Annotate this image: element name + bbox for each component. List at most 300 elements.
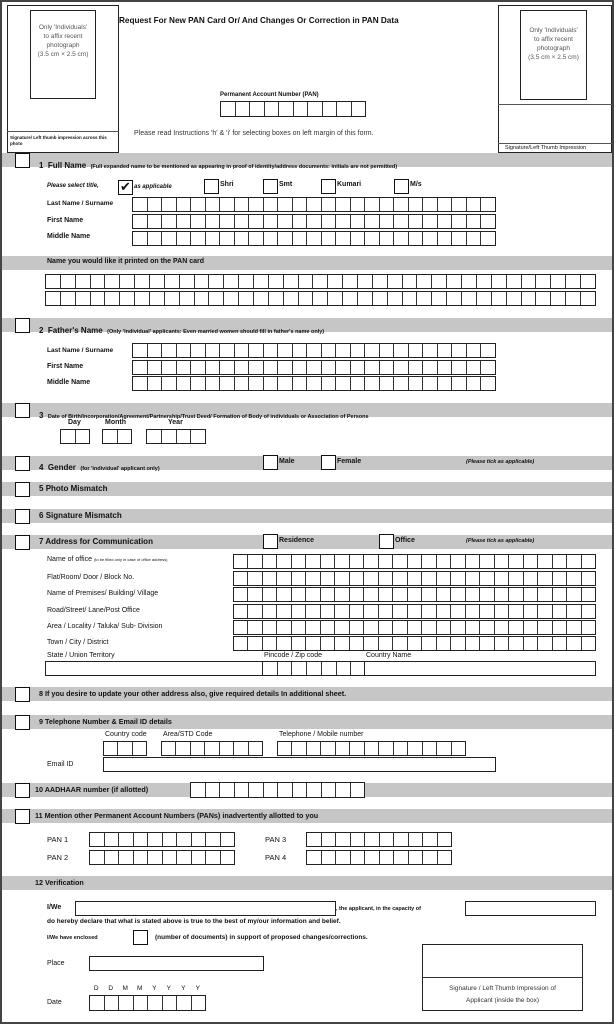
char-cell[interactable]	[388, 292, 403, 305]
char-cell[interactable]	[133, 198, 148, 211]
char-cell[interactable]	[365, 198, 380, 211]
section-7-checkbox[interactable]	[15, 535, 30, 550]
char-cell[interactable]	[452, 215, 467, 228]
char-cell[interactable]	[191, 377, 206, 390]
char-cell[interactable]	[364, 605, 378, 618]
char-cell[interactable]	[437, 588, 451, 601]
char-cell[interactable]	[148, 996, 163, 1010]
char-cell[interactable]	[180, 275, 195, 288]
char-cell[interactable]	[437, 637, 451, 650]
char-cell[interactable]	[119, 851, 134, 864]
char-cell[interactable]	[364, 621, 378, 634]
char-cell[interactable]	[220, 215, 235, 228]
char-cell[interactable]	[452, 232, 467, 245]
char-cell[interactable]	[322, 198, 337, 211]
char-cell[interactable]	[277, 572, 291, 585]
char-cell[interactable]	[206, 215, 221, 228]
char-cell[interactable]	[495, 588, 509, 601]
office-name-input[interactable]	[233, 554, 596, 569]
char-cell[interactable]	[322, 783, 337, 797]
char-cell[interactable]	[307, 742, 321, 755]
char-cell[interactable]	[567, 637, 581, 650]
char-cell[interactable]	[466, 572, 480, 585]
char-cell[interactable]	[90, 851, 105, 864]
char-cell[interactable]	[422, 555, 436, 568]
char-cell[interactable]	[423, 232, 438, 245]
char-cell[interactable]	[409, 198, 424, 211]
char-cell[interactable]	[177, 198, 192, 211]
char-cell[interactable]	[118, 430, 132, 443]
char-cell[interactable]	[350, 742, 364, 755]
char-cell[interactable]	[581, 275, 595, 288]
char-cell[interactable]	[306, 637, 320, 650]
char-cell[interactable]	[481, 377, 495, 390]
char-cell[interactable]	[524, 605, 538, 618]
char-cell[interactable]	[422, 588, 436, 601]
char-cell[interactable]	[46, 275, 61, 288]
char-cell[interactable]	[437, 605, 451, 618]
char-cell[interactable]	[322, 833, 337, 846]
char-cell[interactable]	[336, 377, 351, 390]
char-cell[interactable]	[492, 292, 507, 305]
char-cell[interactable]	[284, 275, 299, 288]
char-cell[interactable]	[279, 102, 294, 116]
char-cell[interactable]	[234, 605, 248, 618]
char-cell[interactable]	[335, 555, 349, 568]
char-cell[interactable]	[481, 361, 495, 374]
char-cell[interactable]	[220, 377, 235, 390]
char-cell[interactable]	[235, 215, 250, 228]
char-cell[interactable]	[553, 605, 567, 618]
char-cell[interactable]	[307, 851, 322, 864]
char-cell[interactable]	[277, 621, 291, 634]
char-cell[interactable]	[423, 742, 437, 755]
char-cell[interactable]	[452, 361, 467, 374]
char-cell[interactable]	[466, 588, 480, 601]
char-cell[interactable]	[254, 292, 269, 305]
char-cell[interactable]	[567, 605, 581, 618]
char-cell[interactable]	[495, 637, 509, 650]
char-cell[interactable]	[409, 833, 424, 846]
char-cell[interactable]	[292, 588, 306, 601]
char-cell[interactable]	[104, 742, 118, 755]
char-cell[interactable]	[582, 605, 595, 618]
char-cell[interactable]	[351, 232, 366, 245]
char-cell[interactable]	[248, 572, 262, 585]
email-input[interactable]	[103, 757, 496, 772]
char-cell[interactable]	[263, 588, 277, 601]
char-cell[interactable]	[553, 637, 567, 650]
char-cell[interactable]	[538, 588, 552, 601]
char-cell[interactable]	[553, 555, 567, 568]
male-checkbox[interactable]	[263, 455, 278, 470]
char-cell[interactable]	[119, 996, 134, 1010]
char-cell[interactable]	[358, 292, 373, 305]
char-cell[interactable]	[437, 555, 451, 568]
char-cell[interactable]	[466, 605, 480, 618]
char-cell[interactable]	[553, 588, 567, 601]
char-cell[interactable]	[335, 588, 349, 601]
char-cell[interactable]	[336, 198, 351, 211]
char-cell[interactable]	[336, 232, 351, 245]
char-cell[interactable]	[480, 588, 494, 601]
char-cell[interactable]	[350, 637, 364, 650]
char-cell[interactable]	[322, 361, 337, 374]
char-cell[interactable]	[191, 783, 206, 797]
char-cell[interactable]	[394, 232, 409, 245]
char-cell[interactable]	[509, 605, 523, 618]
char-cell[interactable]	[509, 588, 523, 601]
char-cell[interactable]	[393, 605, 407, 618]
char-cell[interactable]	[343, 292, 358, 305]
char-cell[interactable]	[249, 361, 264, 374]
title-kumari-checkbox[interactable]	[321, 179, 336, 194]
father-last-name-input[interactable]	[132, 343, 496, 358]
title-checkbox-checked[interactable]	[118, 180, 133, 195]
char-cell[interactable]	[91, 292, 106, 305]
date-input[interactable]	[89, 995, 206, 1011]
char-cell[interactable]	[481, 344, 495, 357]
char-cell[interactable]	[524, 588, 538, 601]
char-cell[interactable]	[422, 572, 436, 585]
char-cell[interactable]	[582, 572, 595, 585]
char-cell[interactable]	[278, 198, 293, 211]
char-cell[interactable]	[566, 292, 581, 305]
char-cell[interactable]	[177, 344, 192, 357]
char-cell[interactable]	[162, 430, 177, 443]
char-cell[interactable]	[480, 637, 494, 650]
char-cell[interactable]	[351, 833, 366, 846]
char-cell[interactable]	[379, 605, 393, 618]
char-cell[interactable]	[480, 605, 494, 618]
char-cell[interactable]	[162, 742, 176, 755]
char-cell[interactable]	[394, 742, 408, 755]
char-cell[interactable]	[76, 275, 91, 288]
char-cell[interactable]	[335, 621, 349, 634]
char-cell[interactable]	[417, 275, 432, 288]
char-cell[interactable]	[134, 851, 149, 864]
char-cell[interactable]	[567, 572, 581, 585]
char-cell[interactable]	[409, 361, 424, 374]
char-cell[interactable]	[365, 742, 379, 755]
title-ms-checkbox[interactable]	[394, 179, 409, 194]
char-cell[interactable]	[177, 215, 192, 228]
char-cell[interactable]	[322, 851, 337, 864]
char-cell[interactable]	[307, 783, 322, 797]
char-cell[interactable]	[206, 377, 221, 390]
char-cell[interactable]	[522, 275, 537, 288]
char-cell[interactable]	[148, 833, 163, 846]
char-cell[interactable]	[293, 361, 308, 374]
char-cell[interactable]	[292, 621, 306, 634]
char-cell[interactable]	[239, 275, 254, 288]
char-cell[interactable]	[393, 588, 407, 601]
char-cell[interactable]	[192, 996, 206, 1010]
char-cell[interactable]	[133, 742, 146, 755]
char-cell[interactable]	[379, 637, 393, 650]
char-cell[interactable]	[322, 344, 337, 357]
char-cell[interactable]	[350, 572, 364, 585]
char-cell[interactable]	[148, 232, 163, 245]
char-cell[interactable]	[313, 275, 328, 288]
char-cell[interactable]	[220, 232, 235, 245]
char-cell[interactable]	[249, 742, 262, 755]
char-cell[interactable]	[480, 572, 494, 585]
char-cell[interactable]	[451, 637, 465, 650]
char-cell[interactable]	[278, 344, 293, 357]
char-cell[interactable]	[403, 292, 418, 305]
char-cell[interactable]	[437, 621, 451, 634]
char-cell[interactable]	[264, 783, 279, 797]
char-cell[interactable]	[206, 344, 221, 357]
char-cell[interactable]	[206, 783, 221, 797]
char-cell[interactable]	[380, 851, 395, 864]
char-cell[interactable]	[264, 344, 279, 357]
char-cell[interactable]	[234, 742, 248, 755]
char-cell[interactable]	[135, 292, 150, 305]
char-cell[interactable]	[480, 621, 494, 634]
char-cell[interactable]	[307, 344, 322, 357]
char-cell[interactable]	[236, 102, 251, 116]
char-cell[interactable]	[452, 198, 467, 211]
char-cell[interactable]	[206, 198, 221, 211]
char-cell[interactable]	[350, 555, 364, 568]
char-cell[interactable]	[408, 605, 422, 618]
char-cell[interactable]	[553, 621, 567, 634]
char-cell[interactable]	[307, 215, 322, 228]
char-cell[interactable]	[134, 996, 149, 1010]
char-cell[interactable]	[388, 275, 403, 288]
char-cell[interactable]	[438, 344, 453, 357]
char-cell[interactable]	[148, 215, 163, 228]
char-cell[interactable]	[191, 430, 205, 443]
char-cell[interactable]	[365, 377, 380, 390]
char-cell[interactable]	[177, 430, 192, 443]
char-cell[interactable]	[437, 572, 451, 585]
char-cell[interactable]	[467, 344, 482, 357]
char-cell[interactable]	[582, 588, 595, 601]
char-cell[interactable]	[351, 198, 366, 211]
char-cell[interactable]	[235, 783, 250, 797]
char-cell[interactable]	[408, 555, 422, 568]
dob-day-input[interactable]	[60, 429, 90, 444]
section-6-checkbox[interactable]	[15, 509, 30, 524]
char-cell[interactable]	[480, 555, 494, 568]
char-cell[interactable]	[394, 344, 409, 357]
char-cell[interactable]	[46, 292, 61, 305]
char-cell[interactable]	[447, 275, 462, 288]
char-cell[interactable]	[249, 344, 264, 357]
char-cell[interactable]	[284, 292, 299, 305]
char-cell[interactable]	[336, 833, 351, 846]
char-cell[interactable]	[177, 996, 192, 1010]
char-cell[interactable]	[235, 344, 250, 357]
area-input[interactable]	[233, 620, 596, 635]
char-cell[interactable]	[234, 637, 248, 650]
char-cell[interactable]	[351, 783, 365, 797]
char-cell[interactable]	[536, 292, 551, 305]
char-cell[interactable]	[163, 851, 178, 864]
char-cell[interactable]	[551, 292, 566, 305]
char-cell[interactable]	[451, 621, 465, 634]
char-cell[interactable]	[393, 555, 407, 568]
char-cell[interactable]	[379, 742, 393, 755]
section-1-checkbox[interactable]	[15, 153, 30, 168]
char-cell[interactable]	[192, 851, 207, 864]
char-cell[interactable]	[134, 833, 149, 846]
char-cell[interactable]	[417, 292, 432, 305]
char-cell[interactable]	[307, 833, 322, 846]
char-cell[interactable]	[336, 742, 350, 755]
char-cell[interactable]	[423, 361, 438, 374]
char-cell[interactable]	[365, 851, 380, 864]
char-cell[interactable]	[248, 637, 262, 650]
char-cell[interactable]	[103, 430, 118, 443]
char-cell[interactable]	[467, 377, 482, 390]
char-cell[interactable]	[206, 361, 221, 374]
char-cell[interactable]	[581, 292, 595, 305]
office-checkbox[interactable]	[379, 534, 394, 549]
char-cell[interactable]	[248, 621, 262, 634]
title-shri-checkbox[interactable]	[204, 179, 219, 194]
pincode-input[interactable]	[262, 661, 366, 676]
print-name-line-1[interactable]	[45, 274, 596, 289]
char-cell[interactable]	[451, 605, 465, 618]
section-2-checkbox[interactable]	[15, 318, 30, 333]
char-cell[interactable]	[163, 833, 178, 846]
char-cell[interactable]	[277, 555, 291, 568]
char-cell[interactable]	[307, 198, 322, 211]
char-cell[interactable]	[321, 742, 335, 755]
char-cell[interactable]	[220, 198, 235, 211]
char-cell[interactable]	[162, 361, 177, 374]
char-cell[interactable]	[466, 555, 480, 568]
char-cell[interactable]	[495, 621, 509, 634]
char-cell[interactable]	[438, 232, 453, 245]
char-cell[interactable]	[165, 275, 180, 288]
char-cell[interactable]	[343, 275, 358, 288]
char-cell[interactable]	[321, 621, 335, 634]
char-cell[interactable]	[567, 555, 581, 568]
char-cell[interactable]	[477, 275, 492, 288]
char-cell[interactable]	[452, 344, 467, 357]
last-name-input[interactable]	[132, 197, 496, 212]
char-cell[interactable]	[278, 361, 293, 374]
middle-name-input[interactable]	[132, 231, 496, 246]
char-cell[interactable]	[536, 275, 551, 288]
char-cell[interactable]	[452, 742, 465, 755]
char-cell[interactable]	[133, 344, 148, 357]
char-cell[interactable]	[328, 275, 343, 288]
char-cell[interactable]	[76, 430, 90, 443]
char-cell[interactable]	[278, 662, 293, 675]
char-cell[interactable]	[337, 662, 352, 675]
char-cell[interactable]	[162, 377, 177, 390]
char-cell[interactable]	[120, 292, 135, 305]
char-cell[interactable]	[263, 555, 277, 568]
char-cell[interactable]	[373, 292, 388, 305]
country-input[interactable]	[364, 661, 596, 676]
char-cell[interactable]	[337, 102, 352, 116]
char-cell[interactable]	[582, 621, 595, 634]
section-10-checkbox[interactable]	[15, 783, 30, 798]
char-cell[interactable]	[221, 851, 235, 864]
section-9-checkbox[interactable]	[15, 715, 30, 730]
char-cell[interactable]	[235, 232, 250, 245]
state-input[interactable]	[45, 661, 264, 676]
char-cell[interactable]	[322, 662, 337, 675]
char-cell[interactable]	[162, 215, 177, 228]
first-name-input[interactable]	[132, 214, 496, 229]
applicant-name-input[interactable]	[75, 901, 336, 916]
char-cell[interactable]	[234, 555, 248, 568]
char-cell[interactable]	[235, 377, 250, 390]
dob-month-input[interactable]	[102, 429, 132, 444]
char-cell[interactable]	[507, 275, 522, 288]
char-cell[interactable]	[307, 377, 322, 390]
char-cell[interactable]	[254, 275, 269, 288]
char-cell[interactable]	[364, 572, 378, 585]
char-cell[interactable]	[292, 637, 306, 650]
section-4-checkbox[interactable]	[15, 456, 30, 471]
char-cell[interactable]	[495, 572, 509, 585]
char-cell[interactable]	[249, 377, 264, 390]
char-cell[interactable]	[263, 662, 278, 675]
documents-count-input[interactable]	[133, 930, 148, 945]
char-cell[interactable]	[335, 637, 349, 650]
char-cell[interactable]	[177, 377, 192, 390]
char-cell[interactable]	[423, 344, 438, 357]
char-cell[interactable]	[264, 198, 279, 211]
char-cell[interactable]	[408, 621, 422, 634]
char-cell[interactable]	[177, 833, 192, 846]
char-cell[interactable]	[165, 292, 180, 305]
char-cell[interactable]	[380, 232, 395, 245]
char-cell[interactable]	[466, 637, 480, 650]
char-cell[interactable]	[162, 344, 177, 357]
char-cell[interactable]	[352, 102, 366, 116]
pan1-input[interactable]	[89, 832, 235, 847]
flat-input[interactable]	[233, 571, 596, 586]
char-cell[interactable]	[220, 361, 235, 374]
char-cell[interactable]	[492, 275, 507, 288]
char-cell[interactable]	[394, 833, 409, 846]
char-cell[interactable]	[277, 588, 291, 601]
char-cell[interactable]	[524, 637, 538, 650]
char-cell[interactable]	[336, 215, 351, 228]
char-cell[interactable]	[538, 605, 552, 618]
char-cell[interactable]	[209, 275, 224, 288]
char-cell[interactable]	[206, 232, 221, 245]
char-cell[interactable]	[180, 292, 195, 305]
char-cell[interactable]	[265, 102, 280, 116]
char-cell[interactable]	[249, 198, 264, 211]
char-cell[interactable]	[336, 783, 351, 797]
char-cell[interactable]	[379, 555, 393, 568]
premises-input[interactable]	[233, 587, 596, 602]
phone-input[interactable]	[277, 741, 466, 756]
char-cell[interactable]	[364, 588, 378, 601]
char-cell[interactable]	[423, 198, 438, 211]
char-cell[interactable]	[195, 275, 210, 288]
char-cell[interactable]	[358, 275, 373, 288]
char-cell[interactable]	[249, 232, 264, 245]
char-cell[interactable]	[467, 232, 482, 245]
char-cell[interactable]	[447, 292, 462, 305]
char-cell[interactable]	[61, 292, 76, 305]
char-cell[interactable]	[105, 996, 120, 1010]
char-cell[interactable]	[205, 742, 219, 755]
